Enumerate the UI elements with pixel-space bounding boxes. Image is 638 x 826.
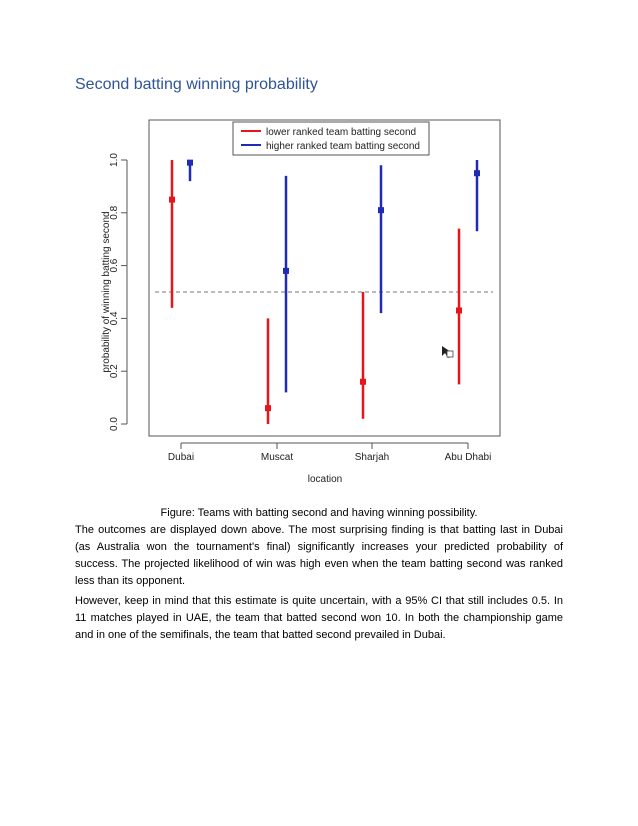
- x-axis-label: location: [307, 474, 343, 485]
- point-series-1-sharjah: [360, 379, 366, 385]
- x-axis-ticks: [168, 443, 491, 463]
- legend-label-series-1: lower ranked team batting second: [266, 127, 417, 138]
- x-tick-label-1: Muscat: [260, 452, 294, 463]
- y-tick-label-2: 0.4: [109, 311, 120, 326]
- point-series-2-muscat: [283, 268, 289, 274]
- point-series-1-abu-dhabi: [456, 307, 462, 313]
- plot-frame: [149, 120, 500, 436]
- x-tick-label-0: Dubai: [167, 452, 195, 463]
- point-series-2-dubai: [187, 160, 193, 166]
- mouse-cursor-icon: [442, 346, 453, 358]
- body-paragraph-1: The outcomes are displayed down above. The most surprising finding is that batting last in Dubai (as Australia won the tournament's final) significantly increases your predicted probability of success. The projected likelihood of win was high even when the team batting second was ranked less than its opponent.: [75, 524, 563, 587]
- point-series-2-sharjah: [378, 207, 384, 213]
- body-paragraph-2: However, keep in mind that this estimate is quite uncertain, with a 95% CI that still includes 0.5. In 11 matches played in UAE, the team that batted second won 10. In both the championship game and in one of the semifinals, the team that batted second prevailed in Dubai.: [75, 595, 563, 641]
- figure-caption: Figure: Teams with batting second and having winning possibility.: [160, 507, 478, 519]
- point-series-1-muscat: [265, 405, 271, 411]
- y-tick-label-1: 0.2: [109, 364, 120, 379]
- probability-chart: [95, 112, 515, 497]
- point-series-1-dubai: [169, 197, 175, 203]
- y-tick-label-4: 0.8: [109, 205, 120, 220]
- x-tick-label-3: Abu Dhabi: [444, 452, 492, 463]
- x-tick-label-2: Sharjah: [354, 452, 390, 463]
- section-heading: Second batting winning probability: [75, 76, 318, 93]
- y-tick-label-3: 0.6: [109, 258, 120, 273]
- y-tick-label-5: 1.0: [109, 153, 120, 167]
- probability-chart-figure: [95, 112, 515, 497]
- point-series-2-abu-dhabi: [474, 170, 480, 176]
- legend: [233, 122, 429, 155]
- y-tick-label-0: 0.0: [109, 417, 120, 431]
- legend-label-series-2: higher ranked team batting second: [266, 141, 420, 152]
- y-axis-label: probability of winning batting second: [101, 211, 112, 373]
